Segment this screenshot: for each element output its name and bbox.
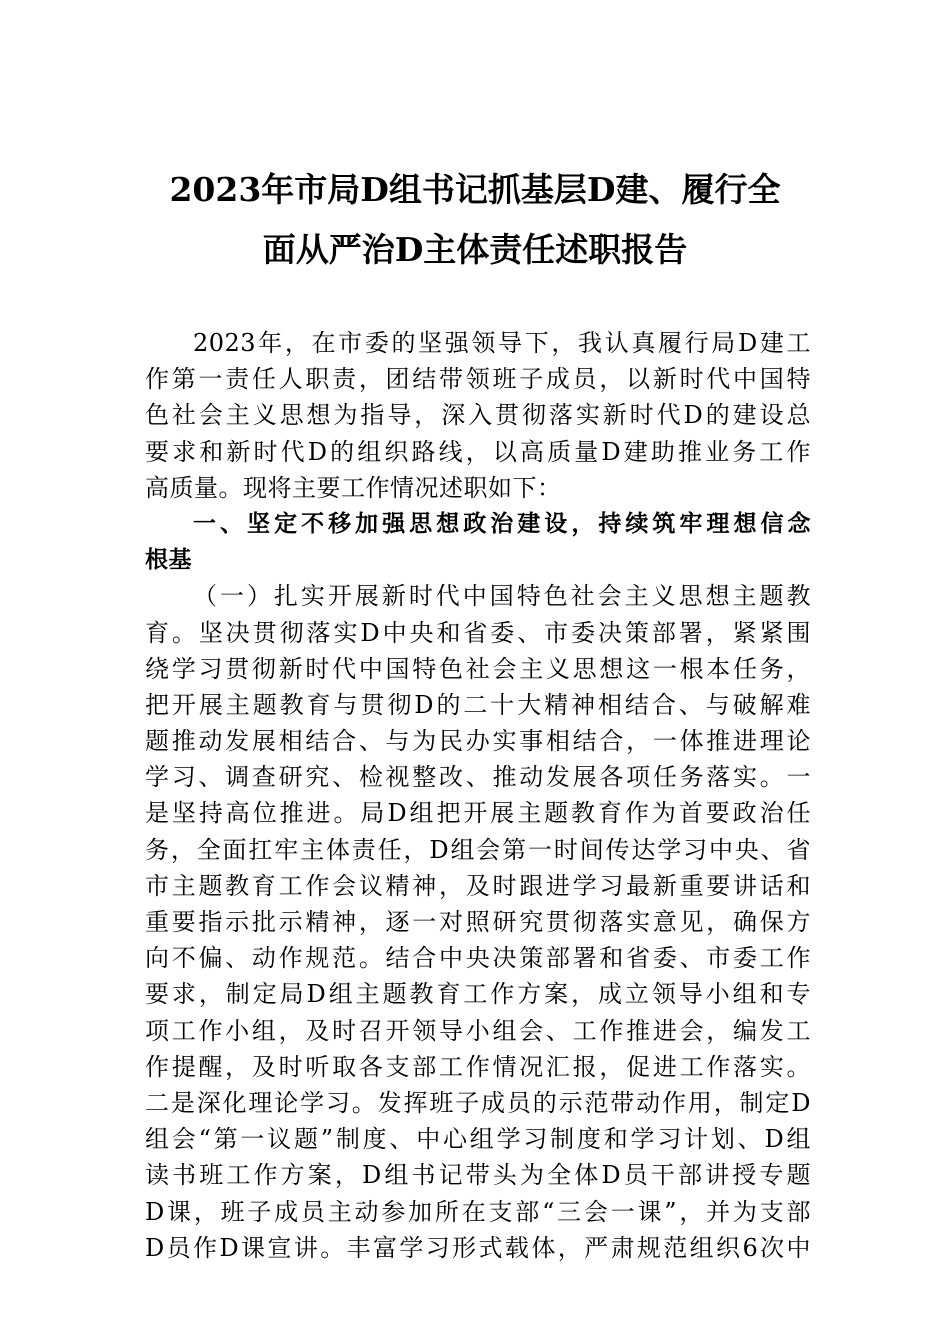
heading-line: 根基 (145, 547, 192, 574)
paragraph-line: 重要指示批示精神，逐一对照研究贯彻落实意见，确保方 (145, 908, 811, 936)
paragraph-line: 项工作小组，及时召开领导小组会、工作推进会，编发工 (145, 1016, 811, 1045)
document-title (143, 160, 807, 280)
paragraph-line: 作第一责任人职责，团结带领班子成员，以新时代中国特 (145, 365, 811, 394)
section-heading (145, 506, 811, 578)
body-paragraph (145, 578, 811, 1266)
paragraph-line: 高质量。现将主要工作情况述职如下： (145, 473, 562, 502)
paragraph-line: 读书班工作方案，D组书记带头为全体D员干部讲授专题 (145, 1161, 811, 1190)
paragraph-line: 作提醒，及时听取各支部工作情况汇报，促进工作落实。 (145, 1052, 811, 1081)
paragraph-line: 是坚持高位推进。局D组把开展主题教育作为首要政治任 (145, 799, 811, 828)
paragraph-line: （一）扎实开展新时代中国特色社会主义思想主题教 (193, 582, 811, 611)
title-line: 面从严治D主体责任述职报告 (262, 230, 688, 269)
paragraph-line: 要求，制定局D组主题教育工作方案，成立领导小组和专 (145, 980, 811, 1009)
paragraph-line: 色社会主义思想为指导，深入贯彻落实新时代D的建设总 (145, 401, 811, 430)
title-line: 2023年市局D组书记抓基层D建、履行全 (169, 170, 781, 209)
paragraph-line: 二是深化理论学习。发挥班子成员的示范带动作用，制定D (145, 1088, 811, 1117)
paragraph-line: 组会“第一议题”制度、中心组学习制度和学习计划、D组 (145, 1125, 811, 1154)
paragraph-line: 题推动发展相结合、与为民办实事相结合，一体推进理论 (145, 727, 811, 756)
paragraph-line: D课，班子成员主动参加所在支部“三会一课”，并为支部 (145, 1197, 811, 1226)
paragraph-line: 市主题教育工作会议精神，及时跟进学习最新重要讲话和 (145, 871, 811, 900)
intro-paragraph (145, 325, 811, 506)
paragraph-line: 学习、调查研究、检视整改、推动发展各项任务落实。一 (145, 763, 811, 792)
paragraph-line: 育。坚决贯彻落实D中央和省委、市委决策部署，紧紧围 (145, 618, 811, 647)
paragraph-line: 把开展主题教育与贯彻D的二十大精神相结合、与破解难 (145, 690, 811, 719)
paragraph-line: 2023年，在市委的坚强领导下，我认真履行局D建工 (193, 329, 811, 357)
paragraph-line: 绕学习贯彻新时代中国特色社会主义思想这一根本任务， (145, 654, 811, 683)
document-body (145, 325, 811, 1266)
heading-line: 一、坚定不移加强思想政治建设，持续筑牢理想信念 (193, 510, 811, 537)
paragraph-line: 务，全面扛牢主体责任，D组会第一时间传达学习中央、省 (145, 835, 811, 864)
paragraph-line: D员作D课宣讲。丰富学习形式载体，严肃规范组织6次中 (145, 1233, 811, 1262)
paragraph-line: 要求和新时代D的组织路线，以高质量D建助推业务工作 (145, 437, 811, 466)
paragraph-line: 向不偏、动作规范。结合中央决策部署和省委、市委工作 (145, 944, 811, 973)
